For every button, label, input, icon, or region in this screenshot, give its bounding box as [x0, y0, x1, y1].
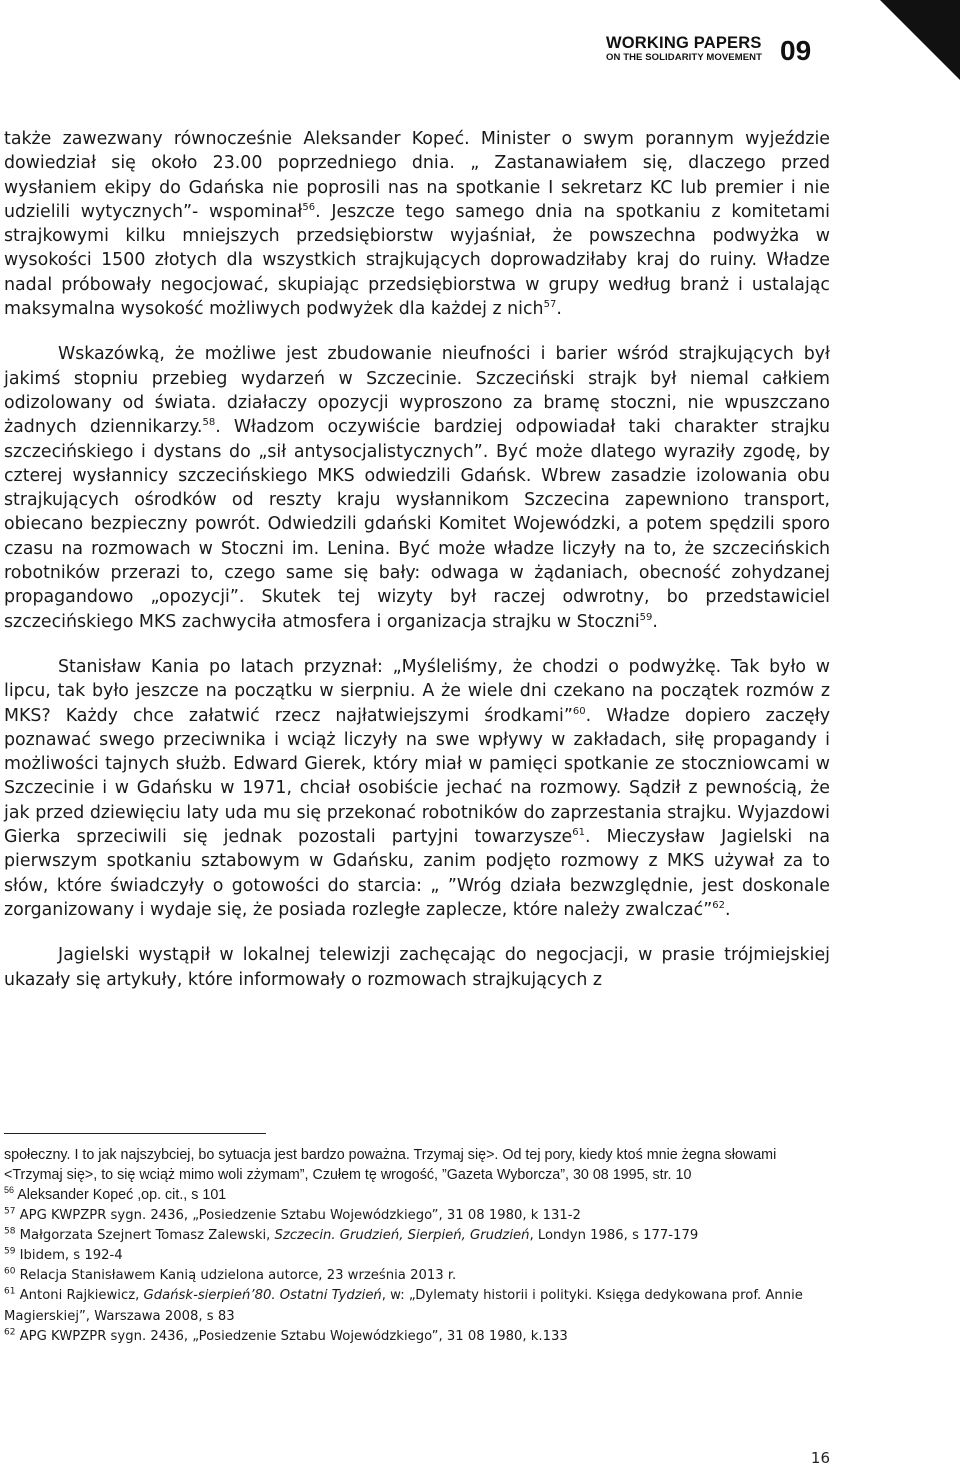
footnote-text: Ibidem, s 192-4 [19, 1248, 123, 1264]
footnote-reference: 61 [572, 827, 585, 839]
footnote-number: 60 [4, 1266, 16, 1277]
footnote [4, 1327, 830, 1347]
text-run: Jagielski wystąpił w lokalnej telewizji zachęcając do negocjacji, w prasie trójmiejskiej ukazały się artykuły, które informowały o rozmowach strajkujących z [4, 945, 830, 990]
page-number: 16 [810, 1449, 830, 1467]
footnote-number: 59 [4, 1246, 16, 1257]
footnote [4, 1145, 830, 1185]
footnote-text: , Londyn 1986, s 177-179 [529, 1227, 699, 1243]
footnote [4, 1206, 830, 1226]
paragraph-3 [4, 655, 830, 922]
footnote-number: 62 [4, 1327, 16, 1338]
footnote [4, 1286, 830, 1326]
footnote-text: Szczecin. Grudzień, Sierpień, Grudzień [274, 1227, 530, 1243]
paragraph-4 [4, 943, 830, 992]
footnote-text: Relacja Stanisławem Kanią udzielona autorce, 23 września 2013 r. [19, 1268, 457, 1284]
footnotes [4, 1145, 830, 1347]
paragraph-2 [4, 342, 830, 634]
text-run: Stanisław Kania po latach przyznał: „Myśleliśmy, że chodzi o podwyżkę. Tak było w lipcu, tak było jeszcze na początku w sierpniu. A że wiele dni czekano na początek rozmów z MKS? Każdy chce załatwić rzecz najłatwiejszymi środkami” [4, 656, 830, 726]
footnote-number: 61 [4, 1287, 16, 1298]
footnote-reference: 62 [712, 900, 725, 912]
footnote-separator [4, 1133, 266, 1134]
journal-header [600, 34, 830, 74]
footnote-number: 56 [4, 1185, 15, 1196]
footnote-reference: 57 [543, 299, 557, 311]
footnote [4, 1266, 830, 1286]
issue-number: 09 [780, 35, 812, 66]
footnote-text: , w: „Dylematy historii i polityki. Księga dedykowana prof. Annie Magierskiej”, Warszawa 2008, s 83 [4, 1288, 803, 1324]
text-run: . [652, 611, 658, 632]
footnote-text: Małgorzata Szejnert Tomasz Zalewski, [19, 1227, 275, 1243]
footnote-text: APG KWPZPR sygn. 2436, „Posiedzenie Sztabu Wojewódzkiego”, 31 08 1980, k.133 [19, 1328, 568, 1344]
footnote-reference: 60 [572, 705, 586, 717]
footnote [4, 1246, 830, 1266]
footnote-text: społeczny. I to jak najszybciej, bo sytuacja jest bardzo poważna. Trzymaj się>. Od tej pory, kiedy ktoś mnie żegna słowami <Trzymaj się>, to się wciąż mimo woli zżymam”, Czułem tę wrogość, ”Gazeta Wyborcza”, 30 08 1995, str. 10 [4, 1147, 777, 1184]
text-run: Wskazówką, że możliwe jest zbudowanie nieufności i barier wśród strajkujących był jakimś stopniu przebieg wydarzeń w Szczecinie. Szczeciński strajk był niemal całkiem odizolowany od świata. działaczy opozycji wyproszono za bramę stoczni, nie wpuszczano żadnych dziennikarzy. [4, 344, 830, 438]
text-run: także zawezwany równocześnie Aleksander Kopeć. Minister o swym porannym wyjeździe dowiedział się około 23.00 poprzedniego dnia. „ Zastanawiałem się, dlaczego przed wysłaniem ekipy do Gdańska nie poprosili nas na spotkanie I sekretarz KC lub premier i nie udzielili wytycznych”- wspominał [4, 129, 830, 222]
journal-subtitle: ON THE SOLIDARITY MOVEMENT [606, 52, 763, 63]
text-run: . Władze dopiero zaczęły poznawać swego przeciwnika i wciąż liczyły na swe wpływy w zakładach, siłę propagandy i możliwości tajnych służb. Edward Gierek, który miał w pamięci spotkanie ze stoczniowcami w Szczecinie i w Gdańsku w 1971, chciał osobiście jechać na rozmowy. Sądził z pewnością, że jak przed dziewięciu laty uda mu się przekonać robotników do zaprzestania strajku. Wyjazdowi Gierka sprzeciwili się jednak pozostali partyjni towarzysze [4, 705, 830, 848]
paragraph-1 [4, 127, 830, 321]
footnote-text: APG KWPZPR sygn. 2436, „Posiedzenie Sztabu Wojewódzkiego”, 31 08 1980, k 131-2 [19, 1207, 581, 1223]
footnote-number: 58 [4, 1226, 16, 1237]
text-run: . Mieczysław Jagielski na pierwszym spotkaniu sztabowym w Gdańsku, zanim podjęto rozmowy z MKS używał za to słów, które świadczyły o gotowości do starcia: „ ”Wróg działa bezwzględnie, jest doskonale zorganizowany i wydaje się, że posiada rozległe zaplecze, które należy zwalczać” [4, 827, 831, 920]
text-run: . Władzom oczywiście bardziej odpowiadał taki charakter strajku szczecińskiego i dystans do „sił antysocjalistycznych”. Być może dlatego wyraziły zgodę, by czterej wysłannicy szczecińskiego MKS odwiedzili Gdańsk. Wbrew zasadzie izolowania obu strajkujących ośrodków od reszty kraju wysłannikom Szczecina zapewniono transport, obiecano bezpieczny powrót. Odwiedzili gdański Komitet Wojewódzki, a potem spędzili sporo czasu na rozmowach w Stoczni im. Lenina. Być może władze liczyły na to, że szczecińskich robotników przerazi to, czego same się bały: odwaga w żądaniach, obecność zohydzanej propagandowo „opozycji”. Skutek tej wizyty był raczej odwrotny, bo przedstawiciel szczecińskiego MKS zachwyciła atmosfera i organizacja strajku w Stoczni [4, 417, 830, 632]
footnote-text: Aleksander Kopeć ,op. cit., s 101 [17, 1187, 227, 1204]
text-run: . [725, 899, 731, 920]
footnote-number: 57 [4, 1206, 16, 1217]
footnote [4, 1185, 830, 1205]
footnote-text: Gdańsk-sierpień’80. Ostatni Tydzień [143, 1288, 382, 1304]
footnote [4, 1226, 830, 1246]
corner-triangle-decoration [880, 0, 960, 80]
text-run: . [556, 299, 562, 320]
footnote-reference: 59 [639, 611, 653, 623]
footnote-reference: 56 [302, 202, 316, 214]
footnote-text: Antoni Rajkiewicz, [19, 1288, 144, 1304]
footnote-reference: 58 [202, 417, 216, 429]
main-text [4, 127, 830, 992]
journal-title: WORKING PAPERS [606, 34, 762, 52]
text-run: . Jeszcze tego samego dnia na spotkaniu z komitetami strajkowymi kilku mniejszych przedsiębiorstw wyjaśniał, że powszechna podwyżka w wysokości 1500 złotych dla wszystkich strajkujących doprowadziłaby kraj do ruiny. Władze nadal próbowały negocjować, skupiając przedsiębiorstwa w grupy według branż i ustalając maksymalna wysokość możliwych podwyżek dla każdej z nich [4, 201, 830, 320]
